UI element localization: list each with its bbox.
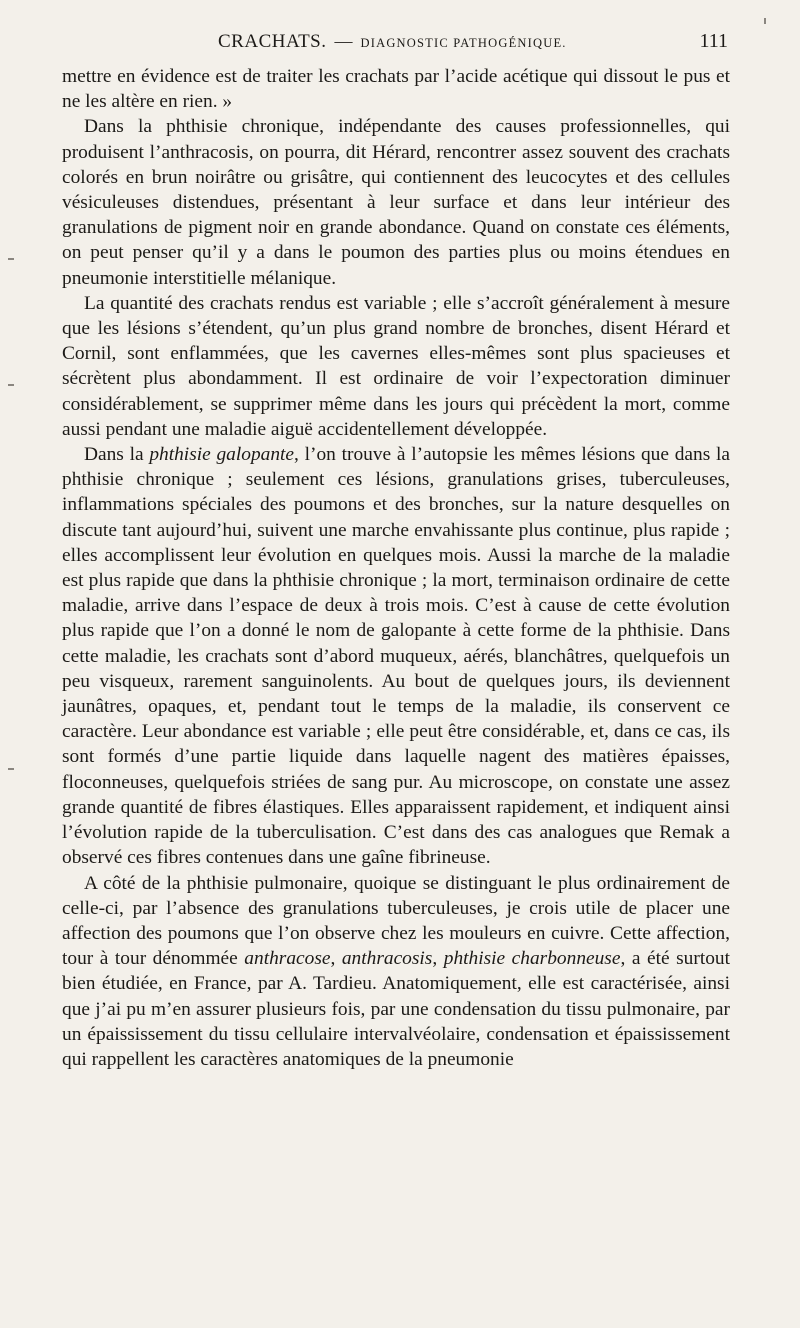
italic-term: phthisie galopante (149, 444, 295, 466)
text-run: , (432, 948, 444, 970)
text-run: Dans la phthisie chronique, indépendante des causes professionnelles, qui produisent l’anthracosis, on pourra, dit Hérard, rencontrer assez souvent des crachats colorés en brun noirâtre ou grisâtre, qui contiennent des leucocytes et des cellules vésiculeuses distendues, présentant à leur surface et dans leur intérieur des granulations de pigment noir en grande abondance. Quand on constate ces éléments, on peut penser qu’il y a dans le poumon des parties plus ou moins étendues en pneumonie interstitielle mélanique. (62, 116, 730, 289)
paragraph (62, 64, 730, 114)
paragraph (62, 291, 730, 442)
margin-mark (8, 768, 14, 770)
header-title-group (62, 31, 567, 53)
italic-term: anthracose (244, 948, 331, 970)
header-dash: — (334, 31, 353, 51)
text-run: A côté de la phthisie pulmonaire, quoique se distinguant le plus ordinairement de celle-ci, par l’absence des granulations tuberculeuses, je crois utile de placer une affection des poumons que l’on observe chez les mouleurs en cuivre. Cette affection, tour à tour dénommée (62, 872, 730, 970)
text-run: mettre en évidence est de traiter les crachats par l’acide acétique qui dissout le pus et ne les altère en rien. » (62, 66, 730, 113)
margin-mark (8, 384, 14, 386)
text-run: , l’on trouve à l’autopsie les mêmes lésions que dans la phthisie chronique ; seulement ces lésions, granulations grises, tuberculeuses, inflammations spéciales des poumons et des bronches, sur la nature desquelles on discute tant aujourd’hui, suivent une marche envahissante plus continue, plus rapide ; elles accomplissent leur évolution en quelques mois. Aussi la marche de la maladie est plus rapide que dans la phthisie chronique ; la mort, terminaison ordinaire de cette maladie, arrive dans l’espace de deux à trois mois. C’est à cause de cette évolution plus rapide que l’on a donné le nom de galopante à cette forme de la phthisie. Dans cette maladie, les crachats sont d’abord muqueux, aérés, blanchâtres, quelquefois un peu visqueux, rarement sanguinolents. Au bout de quelques jours, ils deviennent jaunâtres, opaques, et, pendant tout le temps de la maladie, ils conservent ce caractère. Leur abondance est variable ; elle peut être considérable, et, dans ce cas, ils sont formés d’une partie liquide dans laquelle nagent des matières épaisses, floconneuses, quelquefois striées de sang pur. Au microscope, on constate une assez grande quantité de fibres élastiques. Elles apparaissent rapidement, et indiquent ainsi l’évolution rapide de la tuberculisation. C’est dans des cas analogues que Remak a observé ces fibres contenues dans une gaîne fibrineuse. (62, 444, 730, 869)
body-text (62, 64, 730, 1072)
text-run: , (330, 948, 342, 970)
page (62, 30, 730, 1072)
paragraph (62, 114, 730, 290)
text-run: Dans la (84, 444, 150, 466)
paragraph (62, 871, 730, 1073)
italic-term: phthisie charbonneuse (443, 948, 621, 970)
text-run: La quantité des crachats rendus est variable ; elle s’accroît généralement à mesure que les lésions s’étendent, qu’un plus grand nombre de bronches, disent Hérard et Cornil, sont enflammées, que les cavernes elles-mêmes sont plus spacieuses et sécrètent plus abondamment. Il est ordinaire de voir l’expectoration diminuer considérablement, se supprimer même dans les jours qui précèdent la mort, comme aussi pendant une maladie aiguë accidentellement développée. (62, 292, 730, 440)
page-number: 111 (699, 30, 728, 52)
text-run: , a été surtout bien étudiée, en France, par A. Tardieu. Anatomiquement, elle est caractérisée, ainsi que j’ai pu m’en assurer plusieurs fois, par une condensation du tissu pulmonaire, par un épaississement du tissu cellulaire intervalvéolaire, condensation et épaississement qui rappellent les caractères anatomiques de la pneumonie (62, 948, 730, 1070)
running-header (62, 30, 730, 60)
margin-mark (8, 258, 14, 260)
paragraph (62, 442, 730, 870)
running-title: CRACHATS. (218, 31, 327, 52)
running-subtitle: DIAGNOSTIC PATHOGÉNIQUE. (360, 36, 567, 50)
margin-mark (764, 18, 766, 24)
italic-term: anthracosis (341, 948, 433, 970)
